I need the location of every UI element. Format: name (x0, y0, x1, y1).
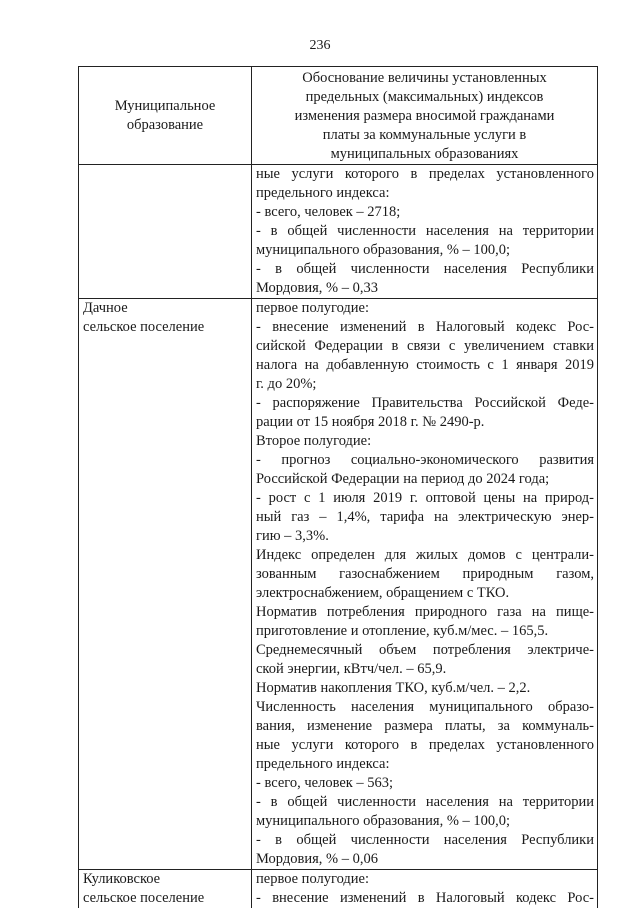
header-line: Обоснование величины установленных (258, 69, 591, 88)
table-row (79, 870, 598, 908)
municipality-cell (79, 870, 252, 908)
justification-line: ный газ – 1,4%, тарифа на электрическую энер- (256, 508, 594, 527)
justification-line: - всего, человек – 2718; (256, 203, 594, 222)
justification-line: - всего, человек – 563; (256, 774, 594, 793)
justification-line: - внесение изменений в Налоговый кодекс Рос- (256, 318, 594, 337)
header-line: муниципальных образованиях (258, 145, 591, 164)
justification-line: Второе полугодие: (256, 432, 594, 451)
justification-line: Индекс определен для жилых домов с централи- (256, 546, 594, 565)
justification-line: Норматив потребления природного газа на пище- (256, 603, 594, 622)
justification-cell (252, 870, 598, 908)
municipality-name-line: сельское поселение (83, 318, 248, 337)
justification-line: Российской Федерации на период до 2024 года; (256, 470, 594, 489)
justification-line: Численность населения муниципального образо- (256, 698, 594, 717)
justification-line: предельного индекса: (256, 184, 594, 203)
justification-line: электроснабжением, обращением с ТКО. (256, 584, 594, 603)
justification-line: - рост с 1 июля 2019 г. оптовой цены на природ- (256, 489, 594, 508)
header-justification (252, 67, 598, 165)
justification-line: приготовление и отопление, куб.м/мес. – 165,5. (256, 622, 594, 641)
justification-line: ные услуги которого в пределах установленного (256, 736, 594, 755)
justification-line: - распоряжение Правительства Российской Феде- (256, 394, 594, 413)
header-line: платы за коммунальные услуги в (258, 126, 591, 145)
justification-line: Среднемесячный объем потребления электриче- (256, 641, 594, 660)
justification-line: муниципального образования, % – 100,0; (256, 241, 594, 260)
municipality-cell (79, 165, 252, 299)
justification-line: ные услуги которого в пределах установленного (256, 165, 594, 184)
justification-line: рации от 15 ноября 2018 г. № 2490-р. (256, 413, 594, 432)
justification-line: - в общей численности населения на территории (256, 222, 594, 241)
municipality-name-line: Куликовское (83, 870, 248, 889)
justification-cell (252, 299, 598, 870)
indices-table (78, 66, 598, 908)
justification-line: вания, изменение размера платы, за коммуналь- (256, 717, 594, 736)
justification-line: - в общей численности населения Республики (256, 831, 594, 850)
justification-line: первое полугодие: (256, 299, 594, 318)
justification-line: сийской Федерации в связи с увеличением ставки (256, 337, 594, 356)
table-body (79, 165, 598, 908)
justification-line: предельного индекса: (256, 755, 594, 774)
header-line: Муниципальное (85, 97, 245, 116)
header-line: образование (85, 116, 245, 135)
table-header-row (79, 67, 598, 165)
header-municipality (79, 67, 252, 165)
justification-line: г. до 20%; (256, 375, 594, 394)
justification-line: налога на добавленную стоимость с 1 января 2019 (256, 356, 594, 375)
municipality-name-line: сельское поселение (83, 889, 248, 908)
justification-line: - в общей численности населения на территории (256, 793, 594, 812)
justification-line: Мордовия, % – 0,06 (256, 850, 594, 869)
justification-line: Мордовия, % – 0,33 (256, 279, 594, 298)
table-row (79, 165, 598, 299)
justification-line: зованным газоснабжением природным газом, (256, 565, 594, 584)
justification-line: - в общей численности населения Республики (256, 260, 594, 279)
justification-line: муниципального образования, % – 100,0; (256, 812, 594, 831)
justification-line: - внесение изменений в Налоговый кодекс Рос- (256, 889, 594, 908)
table-row (79, 299, 598, 870)
justification-cell (252, 165, 598, 299)
justification-line: - прогноз социально-экономического развития (256, 451, 594, 470)
municipality-cell (79, 299, 252, 870)
municipality-name-line: Дачное (83, 299, 248, 318)
justification-line: гию – 3,3%. (256, 527, 594, 546)
page-number: 236 (0, 38, 640, 54)
justification-line: первое полугодие: (256, 870, 594, 889)
justification-line: Норматив накопления ТКО, куб.м/чел. – 2,2. (256, 679, 594, 698)
header-line: предельных (максимальных) индексов (258, 88, 591, 107)
header-line: изменения размера вносимой гражданами (258, 107, 591, 126)
justification-line: ской энергии, кВтч/чел. – 65,9. (256, 660, 594, 679)
